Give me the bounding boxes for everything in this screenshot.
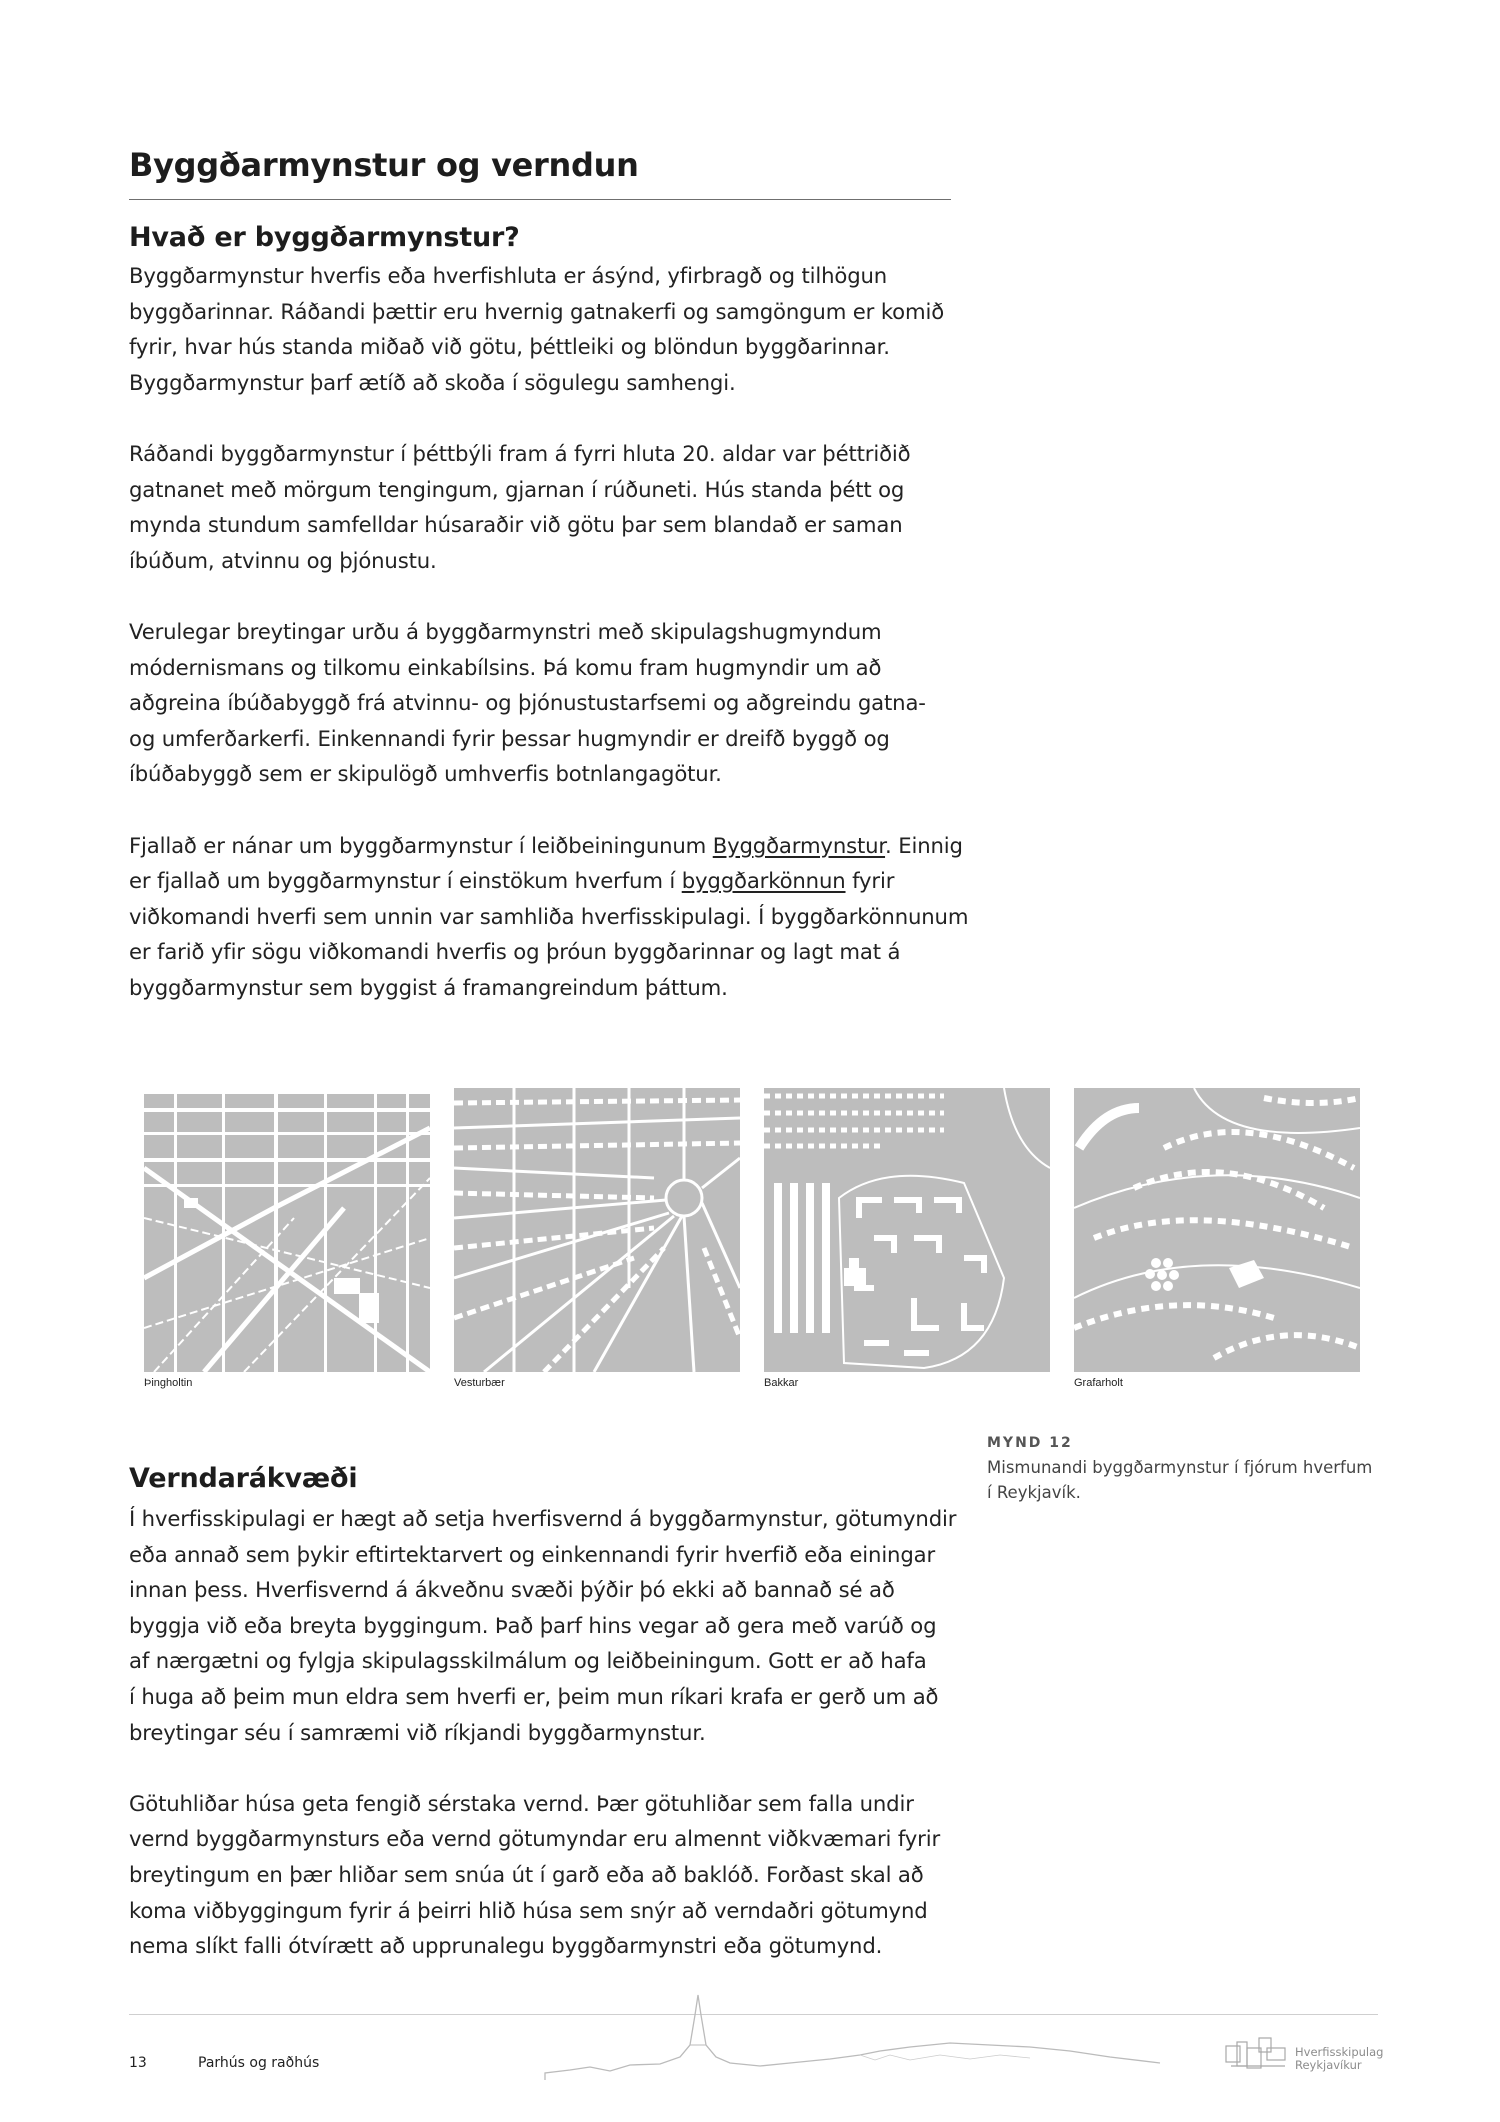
text-line: Byggðarmynstur þarf ætíð að skoða í sögulegu samhengi. [129,369,736,395]
map-bakkar [764,1088,1050,1372]
text-line: breytingum en þær hliðar sem snúa út í garð eða að baklóð. Forðast skal að [129,1861,924,1887]
text-fragment: fyrir [845,868,895,894]
figure-ground-grafarholt [1074,1088,1360,1372]
text-line: og umferðarkerfi. Einkennandi fyrir þessar hugmyndir er dreifð byggð og [129,725,890,751]
link-byggdarkonnun[interactable]: byggðarkönnun [681,868,846,894]
page-number: 13 [129,2055,147,2071]
map-grafarholt [1074,1088,1360,1372]
text-line: innan þess. Hverfisvernd á ákveðnu svæði þýðir þó ekki að bannað sé að [129,1577,895,1603]
skyline-illustration [530,1985,1180,2085]
section1-body [129,258,969,1005]
text-line: aðgreina íbúðabyggð frá atvinnu- og þjónustustarfsemi og aðgreindu gatna- [129,690,926,716]
hverfisskipulag-logo-icon [1223,2034,1293,2074]
text-fragment: Fjallað er nánar um byggðarmynstur í leiðbeiningunum [129,832,713,858]
paragraph [129,258,964,400]
map-thingholtin [144,1088,430,1372]
text-line: Götuhliðar húsa geta fengið sérstaka vernd. Þær götuhliðar sem falla undir [129,1790,914,1816]
section-heading-protection: Verndarákvæði [129,1463,358,1494]
figure-ground-bakkar [764,1088,1050,1372]
paragraph [129,828,969,1006]
figure-ground-vesturbaer [454,1088,740,1372]
document-title: Parhús og raðhús [198,2055,320,2071]
title-divider [129,199,951,200]
map-label: Bakkar [764,1377,799,1389]
page-title: Byggðarmynstur og verndun [129,146,639,184]
text-line: gatnanet með mörgum tengingum, gjarnan í rúðuneti. Hús standa þétt og [129,476,905,502]
text-line: koma viðbyggingum fyrir á þeirri hlið húsa sem snýr að verndaðri götumynd [129,1897,928,1923]
text-line: fyrir, hvar hús standa miðað við götu, þéttleiki og blöndun byggðarinnar. [129,334,890,360]
section2-body [129,1501,964,1964]
figure-number: MYND 12 [987,1435,1073,1451]
map-label: Þingholtin [144,1377,193,1389]
text-line: er farið yfir sögu viðkomandi hverfis og þróun byggðarinnar og lagt mat á [129,939,901,965]
paragraph [129,436,964,578]
figure-ground-thingholtin [144,1088,430,1372]
text-line: módernismans og tilkomu einkabílsins. Þá komu fram hugmyndir um að [129,654,882,680]
map-vesturbaer [454,1088,740,1372]
text-line: Ráðandi byggðarmynstur í þéttbýli fram á fyrri hluta 20. aldar var þéttriðið [129,440,911,466]
text-line: Byggðarmynstur hverfis eða hverfishluta er ásýnd, yfirbragð og tilhögun [129,263,888,288]
text-line: í huga að þeim mun eldra sem hverfi er, þeim mun ríkari krafa er gerð um að [129,1683,939,1709]
text-line: nema slíkt falli ótvírætt að upprunalegu byggðarmynstri eða götumynd. [129,1933,883,1959]
logo-line: Reykjavíkur [1295,2058,1362,2072]
text-line: íbúðum, atvinnu og þjónustu. [129,547,437,573]
link-byggdarmynstur[interactable]: Byggðarmynstur [712,832,886,858]
text-line: byggja við eða breyta byggingum. Það þarf hins vegar að gera með varúð og [129,1612,937,1638]
text-line: af nærgætni og fylgja skipulagsskilmálum og leiðbeiningum. Gott er að hafa [129,1648,927,1674]
text-fragment: . Einnig [885,832,963,858]
figure-caption [987,1456,1377,1505]
text-fragment: er fjallað um byggðarmynstur í einstökum hverfum í [129,868,682,894]
text-line: vernd byggðarmynsturs eða vernd götumyndar eru almennt viðkvæmari fyrir [129,1826,941,1852]
text-line: Verulegar breytingar urðu á byggðarmynstri með skipulagshugmyndum [129,618,882,644]
text-line: byggðarinnar. Ráðandi þættir eru hvernig gatnakerfi og samgöngum er komið [129,298,945,324]
text-line: eða annað sem þykir eftirtektarvert og einkennandi fyrir hverfið eða einingar [129,1541,936,1567]
text-line: Í hverfisskipulagi er hægt að setja hverfisvernd á byggðarmynstur, götumyndir [129,1506,957,1531]
text-line: íbúðabyggð sem er skipulögð umhverfis botnlangagötur. [129,761,722,787]
caption-line: í Reykjavík. [987,1482,1081,1502]
caption-line: Mismunandi byggðarmynstur í fjórum hverfum [987,1458,1373,1477]
text-line: byggðarmynstur sem byggist á framangreindum þáttum. [129,974,728,1000]
text-line: mynda stundum samfelldar húsaraðir við götu þar sem blandað er saman [129,512,903,538]
map-label: Grafarholt [1074,1377,1123,1389]
text-line [129,868,894,893]
text-line [129,833,963,858]
text-line: viðkomandi hverfi sem unnin var samhliða hverfisskipulagi. Í byggðarkönnunum [129,903,969,929]
paragraph [129,1501,964,1750]
paragraph [129,1786,964,1964]
text-line: breytingar séu í samræmi við ríkjandi byggðarmynstur. [129,1719,706,1745]
logo-wordmark [1295,2046,1383,2072]
logo-line: Hverfisskipulag [1295,2045,1384,2059]
paragraph [129,614,964,792]
map-label: Vesturbær [454,1377,505,1389]
section-heading-what-is: Hvað er byggðarmynstur? [129,222,520,253]
